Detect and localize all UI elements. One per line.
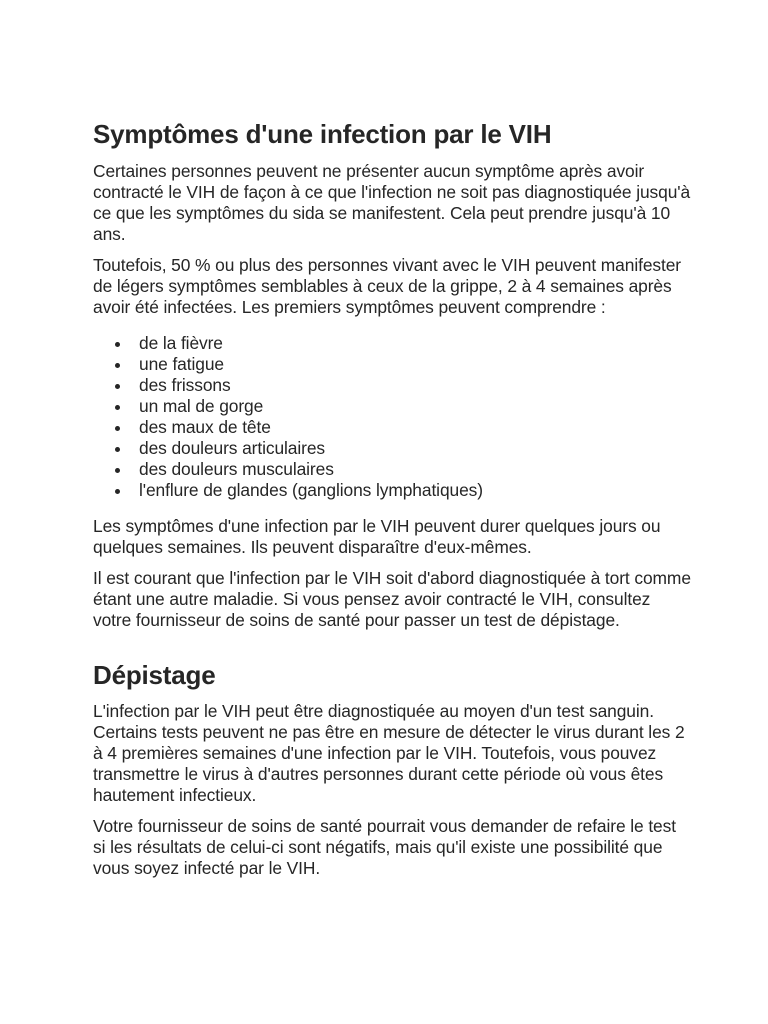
list-item-text: des frissons bbox=[139, 375, 231, 395]
document-page bbox=[93, 118, 693, 889]
list-item bbox=[115, 480, 693, 501]
bullet-icon bbox=[115, 405, 120, 410]
list-item-text: un mal de gorge bbox=[139, 396, 264, 416]
bullet-icon bbox=[115, 363, 120, 368]
bullet-icon bbox=[115, 447, 120, 452]
bullet-icon bbox=[115, 468, 120, 473]
list-item-text: une fatigue bbox=[139, 354, 224, 374]
list-item bbox=[115, 438, 693, 459]
bullet-icon bbox=[115, 489, 120, 494]
symptom-list bbox=[93, 333, 693, 501]
list-item bbox=[115, 354, 693, 375]
bullet-icon bbox=[115, 426, 120, 431]
paragraph: Il est courant que l'infection par le VIH soit d'abord diagnostiquée à tort comme étant une autre maladie. Si vous pensez avoir contracté le VIH, consultez votre fournisseur de soins de santé pour passer un test de dépistage. bbox=[93, 568, 691, 630]
list-item-text: des douleurs articulaires bbox=[139, 438, 325, 458]
paragraph: Toutefois, 50 % ou plus des personnes vivant avec le VIH peuvent manifester de légers symptômes semblables à ceux de la grippe, 2 à 4 semaines après avoir été infectées. Les premiers symptômes peuvent comprendre : bbox=[93, 255, 681, 317]
list-item bbox=[115, 459, 693, 480]
list-item bbox=[115, 417, 693, 438]
paragraph: Les symptômes d'une infection par le VIH peuvent durer quelques jours ou quelques semaines. Ils peuvent disparaître d'eux-mêmes. bbox=[93, 516, 661, 557]
paragraph: L'infection par le VIH peut être diagnostiquée au moyen d'un test sanguin. Certains tests peuvent ne pas être en mesure de détecter le virus durant les 2 à 4 premières semaines d'une infection par le VIH. Toutefois, vous pouvez transmettre le virus à d'autres personnes durant cette période où vous êtes hautement infectieux. bbox=[93, 701, 685, 805]
list-item bbox=[115, 333, 693, 354]
bullet-icon bbox=[115, 342, 120, 347]
list-item-text: de la fièvre bbox=[139, 333, 223, 353]
bullet-icon bbox=[115, 384, 120, 389]
list-item-text: des douleurs musculaires bbox=[139, 459, 334, 479]
section-heading-depistage: Dépistage bbox=[93, 660, 216, 690]
list-item-text: des maux de tête bbox=[139, 417, 271, 437]
paragraph: Certaines personnes peuvent ne présenter aucun symptôme après avoir contracté le VIH de façon à ce que l'infection ne soit pas diagnostiquée jusqu'à ce que les symptômes du sida se manifestent. Cela peut prendre jusqu'à 10 ans. bbox=[93, 161, 691, 244]
list-item bbox=[115, 375, 693, 396]
list-item-text: l'enflure de glandes (ganglions lymphatiques) bbox=[139, 480, 483, 500]
section-heading-symptomes: Symptômes d'une infection par le VIH bbox=[93, 119, 552, 149]
paragraph: Votre fournisseur de soins de santé pourrait vous demander de refaire le test si les résultats de celui-ci sont négatifs, mais qu'il existe une possibilité que vous soyez infecté par le VIH. bbox=[93, 816, 676, 878]
list-item bbox=[115, 396, 693, 417]
